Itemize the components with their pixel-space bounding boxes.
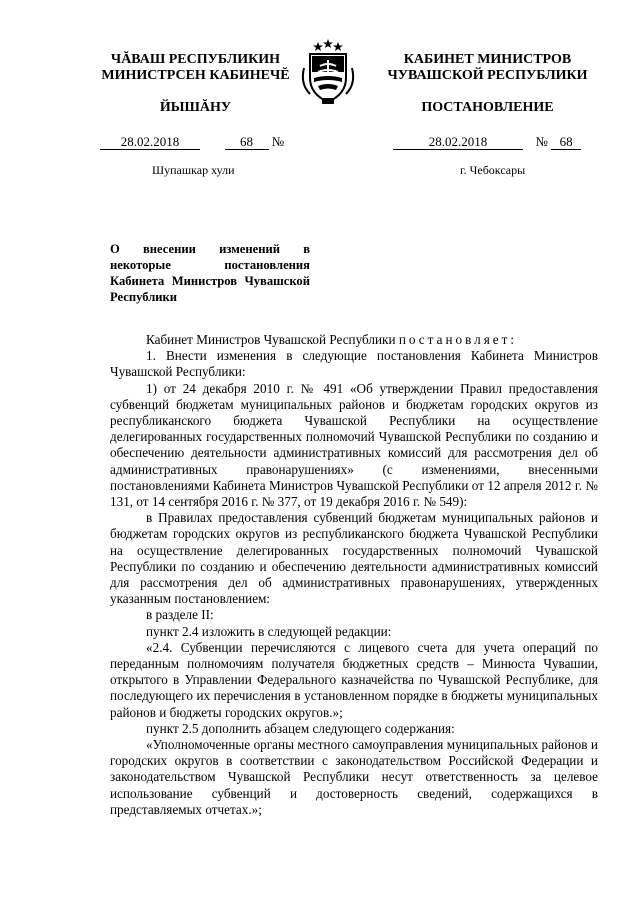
body-paragraph: в разделе II: xyxy=(146,607,214,623)
doc-number-left: 68 xyxy=(225,134,269,150)
header-left-line1: ЧĂВАШ РЕСПУБЛИКИН xyxy=(110,52,281,67)
header-right-line1: КАБИНЕТ МИНИСТРОВ xyxy=(403,52,572,67)
body-paragraph: пункт 2.5 дополнить абзацем следующего содержания: xyxy=(146,720,455,736)
body-paragraph: в Правилах предоставления субвенций бюджетам муниципальных районов и бюджетам городских округов из республиканского бюджета Чувашской Республики на осуществление делегированных государственных полномочий Чувашской Республики по созданию и обеспечению деятельности административных комиссий для рассмотрения дел об административных правонарушениях, утвержденных указанным постановлением: xyxy=(110,510,598,607)
doc-number-sign-right: № xyxy=(535,134,548,149)
doc-number-right: 68 xyxy=(551,134,581,150)
doc-number-row-right xyxy=(393,134,581,150)
document-subject: О внесении изменений в некоторые постановления Кабинета Министров Чувашской Республики xyxy=(110,242,310,304)
chuvash-coat-of-arms-icon xyxy=(298,38,358,108)
city-left: Шупашкар хули xyxy=(152,163,235,177)
document-body xyxy=(110,332,598,818)
header-left-doc-type: ЙЫШĂНУ xyxy=(159,100,232,115)
body-paragraph: «2.4. Субвенции перечисляются с лицевого счета для учета операций по переданным полномочиям получателя бюджетных средств – Минюста Чувашии, открытого в Управлении Федерального казначейства по Чувашской Республике, для последующего их перечисления в установленном порядке в бюджеты муниципальных районов и бюджеты городских округов.»; xyxy=(110,639,598,720)
city-right: г. Чебоксары xyxy=(460,163,526,177)
header-left-line2: МИНИСТРСЕН КАБИНЕЧĔ xyxy=(101,68,290,83)
body-intro-verb: постановляет: xyxy=(398,332,518,347)
header-right-doc-type: ПОСТАНОВЛЕНИЕ xyxy=(421,100,554,115)
body-intro xyxy=(110,332,598,348)
body-paragraph: «Уполномоченные органы местного самоуправления муниципальных районов и городских округов в соответствии с законодательством Российской Федерации и законодательством Чувашской Республики несут ответственность за целевое использование субвенций и достоверность сведений, содержащихся в представляемых отчетах.»; xyxy=(110,737,598,817)
header-right-line2: ЧУВАШСКОЙ РЕСПУБЛИКИ xyxy=(387,68,588,83)
doc-date-right: 28.02.2018 xyxy=(393,134,523,150)
body-paragraph: 1) от 24 декабря 2010 г. № 491 «Об утверждении Правил предоставления субвенций бюджетам муниципальных районов и бюджетам городских округов из республиканского бюджета Чувашской Республики на осуществление делегированных государственных полномочий Чувашской Республики по созданию и обеспечению деятельности административных комиссий для рассмотрения дел об административных правонарушениях» (с изменениями, внесенными постановлениями Кабинета Министров Чувашской Республики от 12 апреля 2012 г. № 131, от 14 сентября 2016 г. № 377, от 19 декабря 2016 г. № 549): xyxy=(110,380,598,510)
doc-date-left: 28.02.2018 xyxy=(100,134,200,150)
body-intro-start: Кабинет Министров Чувашской Республики xyxy=(146,332,396,347)
doc-number-sign-left: № xyxy=(271,134,285,149)
doc-number-row-left xyxy=(100,134,284,150)
body-paragraph: пункт 2.4 изложить в следующей редакции: xyxy=(146,623,392,639)
header-right xyxy=(380,52,595,116)
body-paragraph: 1. Внести изменения в следующие постановления Кабинета Министров Чувашской Республики: xyxy=(110,348,598,380)
header-left xyxy=(88,52,303,116)
